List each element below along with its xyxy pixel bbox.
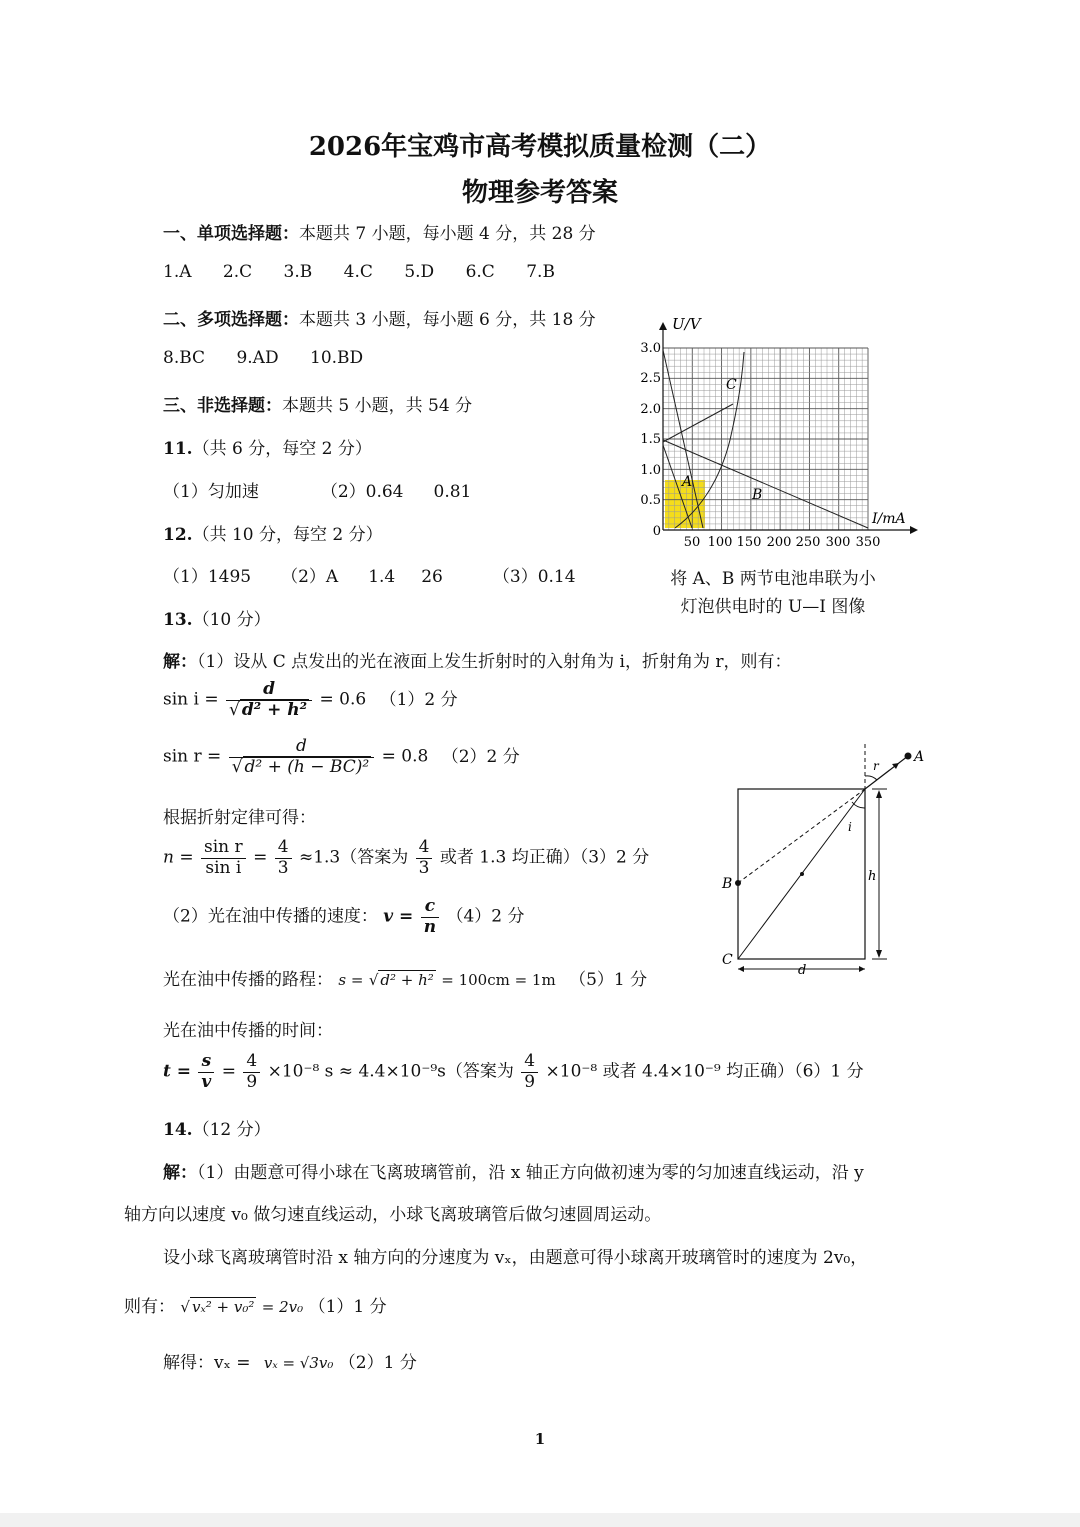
q14-p1-text: （1）由题意可得小球在飞离玻璃管前，沿 x 轴正方向做初速为零的匀加速直线运动，沿 y (197, 1163, 864, 1183)
time-d2: 9 (246, 1071, 258, 1092)
q14-header (163, 1115, 271, 1140)
section1-answers (163, 262, 555, 282)
q12-score: （共 10 分，每空 2 分） (192, 525, 383, 545)
eq2-points: （2）2 分 (441, 746, 520, 767)
eq2-denominator-rad: d² + (h − BC)² (244, 756, 370, 777)
q14-p3-lead: 解得：vₓ = (163, 1353, 251, 1373)
time-frac1 (198, 1052, 214, 1092)
graph-caption-line2: 灯泡供电时的 U—I 图像 (680, 597, 866, 617)
q12-number: 12. (163, 525, 193, 545)
q14-solution-label: 解： (163, 1163, 197, 1183)
label-A: A (914, 749, 925, 765)
speed-lhs: v = (383, 906, 414, 927)
label-C: C (722, 952, 733, 968)
eq2-denominator: √ d² + (h − BC)² (231, 756, 370, 777)
label-B: B (722, 876, 733, 892)
y-tick: 0.5 (640, 493, 661, 508)
q14-p1-line2: 轴方向以速度 v₀ 做匀速直线运动，小球飞离玻璃管后做匀速圆周运动。 (124, 1205, 662, 1225)
q13-solution-label: 解： (163, 652, 197, 672)
time-n1: s (198, 1052, 214, 1073)
eq2-rhs: = 0.8 (381, 746, 429, 767)
angle-r-arc (865, 776, 877, 780)
x-axis-arrow (910, 526, 918, 534)
section2-row (163, 305, 596, 330)
time-frac3 (521, 1052, 538, 1092)
q13-eq2 (163, 737, 520, 777)
q11-header (163, 434, 372, 459)
q14-p3-points: （2）1 分 (338, 1353, 417, 1373)
time-n2: 4 (243, 1052, 260, 1073)
eq3-fraction2 (275, 838, 292, 878)
page-title: 2026年宝鸡市高考模拟质量检测（二） (308, 132, 772, 162)
q13-header (163, 605, 271, 630)
speed-text: （2）光在油中传播的速度： (163, 906, 378, 927)
q12-answer-2b: 1.4 (368, 567, 396, 587)
q13-path (163, 965, 647, 990)
y-tick: 1.0 (640, 463, 661, 478)
speed-den: n (423, 916, 437, 937)
time-frac2 (243, 1052, 260, 1092)
q14-p2-rhs: = 2v₀ (261, 1298, 304, 1316)
q11-number: 11. (163, 439, 193, 459)
graph-caption-line1: 将 A、B 两节电池串联为小 (670, 569, 876, 589)
eq3-fraction3 (416, 838, 433, 878)
eq2-fraction (229, 737, 375, 777)
curve-label-C: C (726, 377, 737, 393)
eq1-denominator-rad: d² + h² (241, 699, 308, 720)
q12-answer-2c: 26 (421, 567, 443, 587)
section1-heading: 一、单项选择题： (163, 224, 299, 244)
section3-row (163, 391, 472, 416)
speed-points: （4）2 分 (446, 906, 525, 927)
q14-p2-line1: 设小球飞离玻璃管时沿 x 轴方向的分速度为 vₓ，由题意可得小球离开玻璃管时的速度为 2v₀， (163, 1248, 868, 1268)
answer-item: 3.B (283, 262, 313, 282)
y-tick: 1.5 (640, 432, 661, 447)
q13-intro-text: （1）设从 C 点发出的光在液面上发生折射时的入射角为 i，折射角为 r，则有： (197, 652, 792, 672)
eq3-fden: 3 (277, 857, 289, 878)
q13-time-text: 光在油中传播的时间： (163, 1021, 333, 1041)
q11-answers (163, 477, 471, 502)
q14-p2-sqrt: √ vₓ² + v₀² (180, 1298, 255, 1316)
curve-label-B: B (752, 487, 763, 503)
point-A (905, 753, 912, 760)
path-text: 光在油中传播的路程： (163, 970, 333, 990)
q12-header (163, 520, 383, 545)
d-arrow-right (859, 966, 865, 972)
answer-item: 6.C (465, 262, 495, 282)
path-points: （5）1 分 (569, 970, 648, 990)
answer-item: 2.C (222, 262, 253, 282)
curve-label-A: A (682, 474, 693, 490)
eq3-fnum-b: 4 (416, 838, 433, 859)
ray-B-dashed (738, 789, 865, 883)
x-tick: 100 (707, 535, 733, 550)
eq1-denominator: √ d² + h² (229, 699, 308, 720)
q13-speed (163, 897, 525, 937)
point-B (735, 880, 741, 886)
eq3-approx: ≈1.3（答案为 (298, 847, 409, 868)
eq3-fraction (201, 838, 246, 878)
q14-p3 (163, 1348, 417, 1373)
q14-p1-line1 (163, 1158, 864, 1183)
section3-heading: 三、非选择题： (163, 396, 282, 416)
y-axis-arrow (659, 322, 667, 330)
h-arrow-down (876, 950, 882, 958)
y-tick: 2.5 (640, 371, 661, 386)
q12-answer-3: （3）0.14 (492, 567, 576, 587)
q13-eq1 (163, 680, 458, 720)
ray-mid-dot (800, 872, 804, 876)
q12-answer-2: （2）A (281, 567, 339, 587)
eq1-numerator: d (226, 680, 312, 701)
path-rhs: = 100cm = 1m (441, 971, 556, 989)
time-n3: 4 (521, 1052, 538, 1073)
eq3-equals: = (253, 847, 268, 868)
q12-answers (163, 562, 576, 587)
q14-p3-eq: vₓ = √3v₀ (263, 1354, 334, 1372)
q13-number: 13. (163, 610, 193, 630)
q14-p2-points: （1）1 分 (308, 1297, 387, 1317)
q13-time-eq (163, 1052, 864, 1092)
eq1-points: （1）2 分 (379, 689, 458, 710)
time-tail: ×10⁻⁸ 或者 4.4×10⁻⁹ 均正确）（6）1 分 (545, 1061, 864, 1082)
q11-answer-1: （1）匀加速 (163, 482, 259, 502)
path-rad: d² + h² (380, 971, 434, 989)
ray-out (865, 756, 908, 789)
answer-item: 8.BC (163, 348, 206, 368)
answer-item: 9.AD (236, 348, 279, 368)
x-tick: 50 (683, 535, 701, 550)
eq3-numerator: sin r (201, 838, 246, 859)
section2-answers (163, 348, 363, 368)
speed-num: c (421, 897, 439, 918)
eq3-tail: 或者 1.3 均正确）（3）2 分 (439, 847, 650, 868)
page-subtitle: 物理参考答案 (461, 178, 618, 208)
x-tick: 200 (766, 535, 792, 550)
h-arrow-up (876, 790, 882, 798)
ui-graph (630, 310, 920, 550)
label-r: r (873, 759, 879, 773)
q13-eq3 (163, 838, 649, 878)
q13-intro (163, 647, 792, 672)
answer-item: 4.C (343, 262, 373, 282)
q13-score: （10 分） (192, 610, 271, 630)
x-tick: 150 (736, 535, 762, 550)
eq3-lhs: n = (163, 847, 194, 868)
eq1-rhs: = 0.6 (319, 689, 367, 710)
answer-item: 10.BD (310, 348, 364, 368)
q11-answer-2b: 0.81 (433, 482, 472, 502)
q11-score: （共 6 分，每空 2 分） (192, 439, 372, 459)
d-arrow-left (738, 966, 744, 972)
optics-svg (712, 738, 942, 988)
path-sqrt: √ d² + h² (368, 971, 434, 989)
y-tick: 3.0 (640, 341, 661, 356)
eq3-fnum: 4 (275, 838, 292, 859)
x-tick: 350 (855, 535, 881, 550)
speed-fraction (421, 897, 439, 937)
y-tick: 2.0 (640, 402, 661, 417)
section3-desc: 本题共 5 小题，共 54 分 (282, 396, 473, 416)
x-tick: 250 (795, 535, 821, 550)
answer-item: 5.D (404, 262, 435, 282)
q14-score: （12 分） (192, 1120, 271, 1140)
q14-p2-lead: 则有： (124, 1297, 175, 1317)
eq1-lhs: sin i = (163, 689, 219, 710)
x-axis-label: I/mA (872, 511, 906, 527)
eq3-fden-b: 3 (418, 857, 430, 878)
answer-item: 1.A (163, 262, 192, 282)
label-d: d (798, 963, 807, 978)
bottom-strip (0, 1513, 1080, 1527)
time-d1: v (201, 1071, 212, 1092)
q14-p2-eq (124, 1292, 387, 1317)
y-axis-label: U/V (672, 315, 701, 333)
eq3-denominator: sin i (205, 857, 242, 878)
time-eq: = (221, 1061, 236, 1082)
ui-graph-svg (630, 310, 920, 550)
q12-answer-1: （1）1495 (163, 567, 252, 587)
angle-i-arc (852, 802, 865, 808)
q14-number: 14. (163, 1120, 193, 1140)
eq2-lhs: sin r = (163, 746, 222, 767)
section1-row (163, 219, 596, 244)
answer-item: 7.B (526, 262, 555, 282)
x-tick: 300 (825, 535, 851, 550)
section2-desc: 本题共 3 小题，每小题 6 分，共 18 分 (299, 310, 596, 330)
path-lhs: s = (338, 971, 364, 989)
label-h: h (868, 869, 877, 884)
section2-heading: 二、多项选择题： (163, 310, 299, 330)
section1-desc: 本题共 7 小题，每小题 4 分，共 28 分 (299, 224, 596, 244)
y-tick: 0 (652, 524, 661, 539)
q14-p2-rad: vₓ² + v₀² (191, 1298, 255, 1316)
optics-diagram (712, 738, 942, 988)
q13-law: 根据折射定律可得： (163, 808, 316, 828)
time-lhs: t = (163, 1061, 192, 1082)
page-number: 1 (534, 1430, 546, 1448)
q11-answer-2: （2）0.64 (320, 482, 404, 502)
time-d3: 9 (524, 1071, 536, 1092)
label-i: i (848, 820, 852, 834)
eq2-numerator: d (229, 737, 375, 758)
eq1-fraction (226, 680, 312, 720)
time-mid: ×10⁻⁸ s ≈ 4.4×10⁻⁹s（答案为 (267, 1061, 514, 1082)
